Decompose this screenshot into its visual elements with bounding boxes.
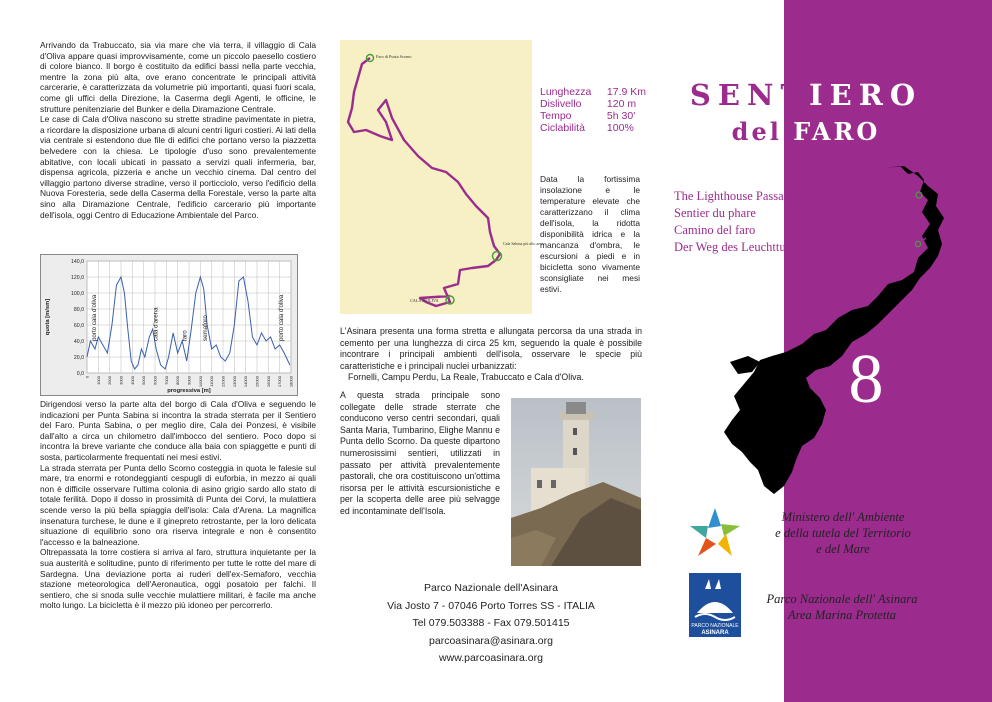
chart-x-axis-label: progressiva [m]	[167, 388, 211, 394]
cover-subtitle-part-b: FARO	[793, 117, 881, 146]
ministero-line-1: Ministero dell' Ambiente	[781, 510, 905, 524]
trail-route	[348, 58, 500, 306]
cover-translations	[674, 188, 804, 256]
gain-label: Dislivello	[540, 98, 582, 110]
chart-annotation: semaforo	[202, 315, 210, 341]
parco-logo-text-2: ASINARA	[701, 630, 729, 636]
parco-line-2: Area Marina Protetta	[787, 608, 897, 622]
intro-paragraph-1b: Fornelli, Campu Perdu, La Reale, Trabuccato e Cala d'Oliva.	[348, 372, 584, 383]
translation-en: The Lighthouse Passage	[674, 189, 796, 203]
parco-text	[752, 591, 932, 623]
ministero-line-2: e della tutela del Territorio	[775, 526, 911, 540]
length-value: 17.9 Km	[606, 86, 647, 98]
chart-x-tick-label: 0	[84, 376, 90, 379]
chart-annotation: cala d'arena	[152, 307, 160, 341]
trail-stats	[540, 86, 646, 134]
lighthouse-photo	[511, 398, 641, 566]
cover-subtitle	[656, 117, 956, 146]
trail-paragraph-1: Dirigendosi verso la parte alta del borgo di Cala d'Oliva e seguendo le indicazioni per Punta Sabina si incontra la strada sterrata per il Sentiero del Faro. Punta Sabina, o per meglio dire, Cala dei Ponzesi, è visibile dall'alto a circa un chilometro dall'imbocco del sentiero. Poco dopo si incontra la breve variante che conduce alla baia con spiaggette e punti di sosta, particolarmente frequentati nei mesi estivi.	[40, 399, 316, 462]
chart-x-tick-label: 14000	[243, 376, 249, 388]
chart-y-tick-label: 20,0	[73, 355, 84, 361]
cover-title-part-a: SENT	[689, 78, 810, 112]
village-text	[40, 40, 316, 220]
chart-x-tick-label: 15000	[254, 376, 260, 388]
elevation-profile-chart	[40, 254, 298, 396]
chart-x-tick-label: 5000	[141, 376, 147, 385]
chart-x-tick-label: 1000	[95, 376, 101, 385]
cover-title	[656, 78, 956, 112]
village-paragraph-1: Arrivando da Trabuccato, sia via mare che via terra, il villaggio di Cala d'Oliva appare quasi improvvisamente, come un piccolo paesello costiero di colore bianco. Il borgo è costituito da edifici bassi nella parte vecchia, mentre la zona più alta, ove erano concentrate le principali attività carcerarie, è caratterizzata da volumetrie più importanti, quasi fuori scala, come gli uffici della Direzione, la Caserma degli Agenti, le officine, le strutture penitenziarie del Bunker e della Diramazione Centrale.	[40, 40, 316, 114]
parco-line-1: Parco Nazionale dell' Asinara	[766, 592, 918, 606]
chart-x-tick-label: 4000	[129, 376, 135, 385]
ministero-text	[758, 509, 928, 557]
intro-paragraph-1: L'Asinara presenta una forma stretta e allungata percorsa da una strada in cemento per una lunghezza di circa 25 km, seguendo la quale è possibile incontrare i principali ambienti dell'isola, osservare le specie più caratteristiche e i principali nuclei urbanizzati:	[340, 326, 642, 371]
chart-x-tick-label: 12000	[220, 376, 226, 388]
chart-annotation: porto cala d'oliva	[91, 294, 99, 341]
time-value: 5h 30'	[606, 110, 636, 122]
chart-x-tick-label: 8000	[175, 376, 181, 385]
length-label: Lunghezza	[540, 86, 592, 98]
trail-map-svg	[340, 40, 543, 314]
translation-es: Camino del faro	[674, 223, 756, 237]
trail-paragraph-2: La strada sterrata per Punta dello Scorno costeggia in quota le falesie sul mare, tra enormi e rotondeggianti cespugli di euforbia, in mezzo ai quali non è difficile osservare l'ultima colonia di asino grigio sardo allo stato di totale ferilità. Dopo il dosso in prossimità di Punta dei Corvi, la mulattiera scende verso la più bella spiaggia dell'isola: Cala d'Arena. La magnifica insenatura turchese, le dune e il ginepreto retrostante, per la loro delicata situazione di equilibrio sono ora riserva integrale e non è consentito l'accesso e la balneazione.	[40, 462, 316, 547]
chart-x-tick-label: 11000	[209, 376, 215, 387]
chart-x-tick-label: 10000	[197, 376, 203, 388]
chart-annotation: faro	[181, 330, 189, 341]
chart-x-tick-label: 3000	[118, 376, 124, 385]
chart-x-tick-label: 16000	[265, 376, 271, 388]
park-website[interactable]: www.parcoasinara.org	[439, 652, 543, 664]
cover-subtitle-part-a: del	[731, 117, 794, 146]
chart-x-tick-label: 9000	[186, 376, 192, 385]
climate-note: Data la fortissima insolazione e le temperature elevate che caratterizzano il clima dell'isola, la ridotta disponibilità idrica e la mancanza d'ombra, le escursioni a piedi e in bicicletta sono vivamente sconsigliate nei mesi estivi.	[540, 174, 640, 294]
chart-x-tick-label: 2000	[107, 376, 113, 385]
chart-x-tick-label: 17000	[277, 376, 283, 388]
chart-y-tick-label: 80,0	[73, 307, 84, 313]
chart-x-tick-label: 13000	[231, 376, 237, 388]
park-address: Via Josto 7 - 07046 Porto Torres SS - ITALIA	[387, 599, 595, 612]
ministero-line-3: e del Mare	[816, 542, 870, 556]
translation-de: Der Weg des Leuchtturms	[674, 240, 805, 254]
elevation-profile-svg	[41, 255, 297, 395]
parco-asinara-logo-icon	[689, 573, 741, 637]
bike-label: Ciclabilità	[540, 122, 585, 134]
chart-x-tick-label: 7000	[163, 376, 169, 385]
trail-number: 8	[848, 341, 884, 418]
chart-y-tick-label: 140,0	[71, 259, 84, 265]
island-intro	[340, 326, 642, 384]
trail-paragraph-3: Oltrepassata la torre costiera si arriva al faro, struttura inquietante per la sua austerità e solitudine, punto di riferimento per tutte le rotte del mare di Sardegna. Una deviazione porta ai ruderi dell'ex-Semaforo, vecchia stazione meteorologica dell'Aeronautica, oggi posatoio per falchi. Il sentiero, che si snoda sulle vecchie mulattiere militari, è facile ma anche molto lungo. La bicicletta è il mezzo più idoneo per percorrerlo.	[40, 547, 316, 611]
village-paragraph-2: Le case di Cala d'Oliva nascono su strette stradine pavimentate in pietra, a ricordare la disposizione urbana di alcuni centri liguri costieri. Ai lati della via centrale si estendono due file di edifici che portano verso la piazzetta belvedere con la chiesa. Le tipologie d'uso sono prevalentemente abitative, con locali ubicati in passato a servizi quali infermeria, bar, dispensa agricola, pizzeria e anche un vecchio cinema. Dal centro del villaggio partono diverse stradine, verso il porticciolo, verso l'edificio della Nuova Foresteria, sede della Caserma della Forestale, verso la parte alta sino alla Diramazione Centrale, l'edificio carcerario più importante dell'isola, oggi Centro di Educazione Ambientale del Parco.	[40, 114, 316, 220]
chart-annotation: porto cala d'oliva	[278, 294, 286, 341]
park-phone: Tel 079.503388 - Fax 079.501415	[412, 617, 570, 629]
trail-map	[340, 40, 543, 314]
chart-y-tick-label: 60,0	[73, 323, 84, 329]
chart-x-tick-label: 18000	[288, 376, 294, 388]
chart-y-axis-label: quota [m/sm]	[45, 298, 51, 336]
intro-paragraph-2: A questa strada principale sono collegate delle strade sterrate che conducono verso centri secondari, quali Santa Maria, Tumbarino, Elighe Mannu e Punta dello Scorno. Da queste dipartono numerosissimi sentieri, utilizzati in passato per attività prevalentemente pastorali, che ora costituiscono un'ottima risorsa per le attività escursionistiche e per la scoperta delle aree più selvagge ed incontaminate dell'Isola.	[340, 390, 500, 516]
park-email[interactable]: parcoasinara@asinara.org	[429, 634, 553, 647]
parco-logo-text-1: PARCO NAZIONALE	[691, 623, 739, 629]
map-label-bottom: CALA D'OLIVA	[410, 298, 439, 303]
chart-y-tick-label: 100,0	[71, 291, 84, 297]
trail-text	[40, 399, 316, 611]
chart-y-tick-label: 40,0	[73, 339, 84, 345]
chart-y-tick-label: 120,0	[71, 275, 84, 281]
contact-block	[340, 580, 642, 668]
cover-title-part-b: IERO	[809, 78, 923, 112]
translation-fr: Sentier du phare	[674, 206, 756, 220]
ministero-star-logo-icon	[688, 506, 742, 560]
chart-x-tick-label: 6000	[152, 376, 158, 385]
map-label-mid: Cala Sabina più alto arsa	[503, 241, 543, 246]
map-label-top: Faro di Punta Scorno	[376, 54, 412, 59]
chart-y-tick-label: 0,0	[76, 371, 84, 377]
park-name: Parco Nazionale dell'Asinara	[424, 582, 558, 594]
bike-value: 100%	[606, 122, 634, 134]
time-label: Tempo	[540, 110, 572, 122]
gain-value: 120 m	[606, 98, 637, 110]
